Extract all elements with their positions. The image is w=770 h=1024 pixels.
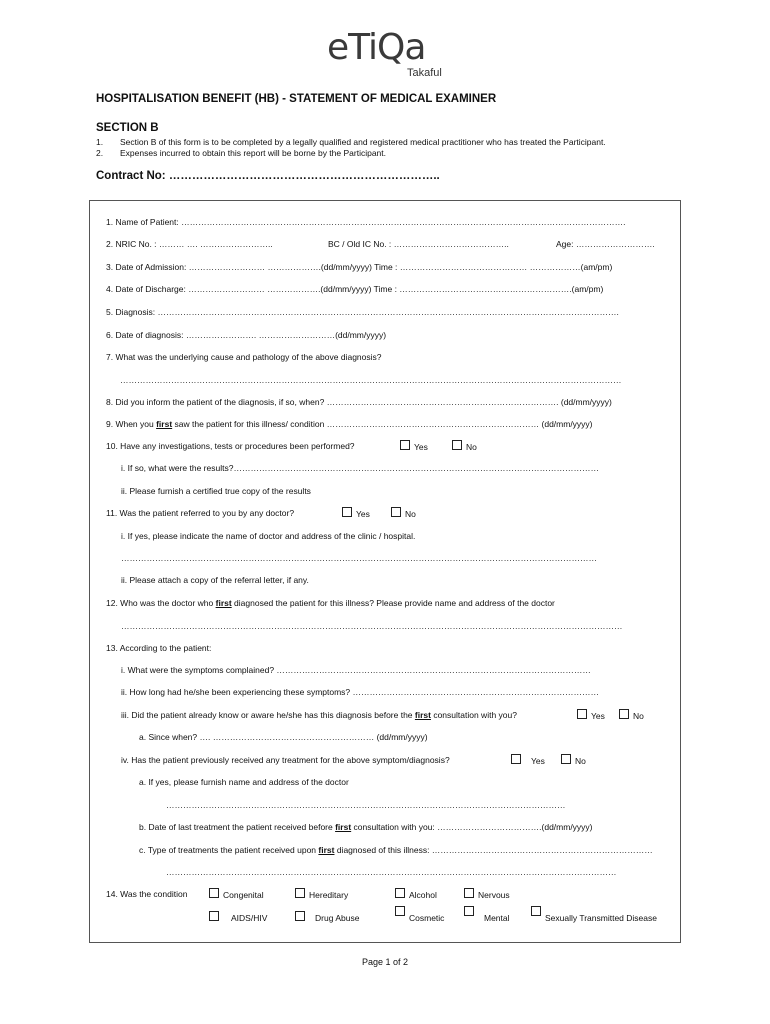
first-emphasis: first [156, 419, 173, 429]
q13iv-yes-option[interactable] [511, 754, 545, 767]
checkbox[interactable] [452, 440, 462, 450]
checkbox[interactable] [209, 888, 219, 898]
q13iv-b-text-end: consultation with you: ……………………………….(dd/mm/yyyy) [351, 822, 593, 832]
section-heading: SECTION B [96, 122, 159, 134]
age-field[interactable]: Age: ………………………. [556, 239, 655, 249]
condition-label: Nervous [478, 890, 510, 900]
q10-no-option[interactable] [452, 440, 477, 453]
note-number: 2. [96, 148, 104, 158]
q13iv-b-text: b. Date of last treatment the patient received before [139, 822, 336, 832]
checkbox[interactable] [295, 911, 305, 921]
date-of-discharge-field[interactable]: 4. Date of Discharge: ……………………… ……………….(dd/mm/yyyy) Time : …………………………………………………….(am/pm) [106, 284, 604, 294]
contract-no-field[interactable]: Contract No: …………………………………………………………….. [96, 170, 440, 182]
checkbox[interactable] [511, 754, 521, 764]
note-text: Section B of this form is to be completed by a legally qualified and registered medical practitioner who has treated the Participant. [120, 137, 606, 147]
note-2 [96, 148, 386, 158]
q7-answer-line[interactable]: …………………………………………………………………………………………………………………………………………………………… [120, 375, 622, 385]
first-emphasis: first [318, 845, 335, 855]
q12-text-end: diagnosed the patient for this illness? Please provide name and address of the doctor [231, 598, 555, 608]
date-of-admission-field[interactable]: 3. Date of Admission: ……………………… ……………….(dd/mm/yyyy) Time : ……………………………………… ………………(am/pm) [106, 262, 613, 272]
condition-aids-hiv[interactable] [209, 911, 267, 924]
checkbox[interactable] [391, 507, 401, 517]
q13iv-c-text: c. Type of treatments the patient received upon [139, 845, 319, 855]
q12-text: 12. Who was the doctor who [106, 598, 216, 608]
checkbox[interactable] [464, 888, 474, 898]
q11ii-label: ii. Please attach a copy of the referral letter, if any. [121, 575, 309, 585]
q7-label: 7. What was the underlying cause and pathology of the above diagnosis? [106, 352, 382, 362]
condition-label: Alcohol [409, 890, 437, 900]
q11i-label: i. If yes, please indicate the name of doctor and address of the clinic / hospital. [121, 531, 416, 541]
old-ic-field[interactable]: BC / Old IC No. : ………………………………….. [328, 239, 509, 249]
no-label: No [633, 711, 644, 721]
q11-yes-option[interactable] [342, 507, 370, 520]
q13ii-field[interactable]: ii. How long had he/she been experiencing these symptoms? …………………………………………………………………………… [121, 687, 600, 697]
condition-cosmetic[interactable] [395, 906, 445, 923]
yes-label: Yes [356, 509, 370, 519]
q13iv-c-answer-line[interactable]: …………………………………………………………………………………………………………………………………………… [166, 867, 617, 877]
note-text: Expenses incurred to obtain this report will be borne by the Participant. [120, 148, 387, 158]
q13iv-a-answer-line[interactable]: …………………………………………………………………………………………………………………………… [166, 800, 566, 810]
checkbox[interactable] [619, 709, 629, 719]
first-emphasis: first [335, 822, 352, 832]
q9-text-end: saw the patient for this illness/ condition ………………………………………………………………… (dd/mm/yyyy) [172, 419, 593, 429]
no-label: No [575, 756, 586, 766]
checkbox[interactable] [395, 888, 405, 898]
yes-label: Yes [531, 756, 545, 766]
q11-no-option[interactable] [391, 507, 416, 520]
checkbox[interactable] [561, 754, 571, 764]
q9-text: 9. When you [106, 419, 157, 429]
condition-label: Mental [484, 913, 510, 923]
checkbox[interactable] [400, 440, 410, 450]
q13iii-label [121, 710, 517, 721]
condition-label: AIDS/HIV [231, 913, 268, 923]
condition-congenital[interactable] [209, 888, 264, 901]
page-number: Page 1 of 2 [361, 957, 409, 967]
q11i-answer-line[interactable]: …………………………………………………………………………………………………………………………………………………… [121, 553, 597, 563]
q13iv-c-field[interactable] [139, 845, 653, 856]
first-emphasis: first [215, 598, 232, 608]
q10-yes-option[interactable] [400, 440, 428, 453]
q12-answer-line[interactable]: …………………………………………………………………………………………………………………………………………………………… [121, 621, 623, 631]
note-1 [96, 137, 606, 147]
q13iii-no-option[interactable] [619, 709, 644, 722]
q11-label: 11. Was the patient referred to you by any doctor? [106, 508, 295, 518]
condition-std[interactable] [531, 906, 657, 923]
checkbox[interactable] [531, 906, 541, 916]
yes-label: Yes [414, 442, 428, 452]
checkbox[interactable] [342, 507, 352, 517]
q13iv-c-text-end: diagnosed of this illness: …………………………………………………………………… [334, 845, 653, 855]
q8-field[interactable]: 8. Did you inform the patient of the diagnosis, if so, when? ………………………………………………………………………. (dd/mm/yyyy) [106, 397, 612, 407]
logo-wordmark: eTiQa [327, 27, 426, 68]
checkbox[interactable] [209, 911, 219, 921]
name-of-patient-field[interactable]: 1. Name of Patient: …………………………………………………………………………………………………………………………………………. [106, 217, 626, 227]
no-label: No [405, 509, 416, 519]
condition-label: Hereditary [309, 890, 349, 900]
since-when-field[interactable]: a. Since when? …. ………………………………………………… (dd/mm/yyyy) [139, 732, 428, 742]
q13iii-text-end: consultation with you? [430, 710, 517, 720]
q13iv-label: iv. Has the patient previously received any treatment for the above symptom/diagnosis? [121, 755, 450, 765]
q14-label: 14. Was the condition [106, 889, 188, 899]
no-label: No [466, 442, 477, 452]
condition-mental[interactable] [464, 906, 510, 923]
condition-hereditary[interactable] [295, 888, 348, 901]
checkbox[interactable] [295, 888, 305, 898]
checkbox[interactable] [395, 906, 405, 916]
q13-label: 13. According to the patient: [106, 643, 212, 653]
q13i-field[interactable]: i. What were the symptoms complained? ………………………………………………………………………………………………… [121, 665, 591, 675]
q10-label: 10. Have any investigations, tests or procedures been performed? [106, 441, 355, 451]
condition-alcohol[interactable] [395, 888, 437, 901]
nric-field[interactable]: 2. NRIC No. : ……… …. …………………….. [106, 239, 273, 249]
q13iv-a-label: a. If yes, please furnish name and address of the doctor [139, 777, 349, 787]
checkbox[interactable] [577, 709, 587, 719]
etiqa-logo [327, 28, 447, 83]
q9-field[interactable] [106, 419, 593, 430]
condition-label: Sexually Transmitted Disease [545, 913, 657, 923]
q13iv-no-option[interactable] [561, 754, 586, 767]
condition-label: Congenital [223, 890, 264, 900]
q13iv-b-field[interactable] [139, 822, 593, 833]
condition-nervous[interactable] [464, 888, 510, 901]
q13iii-text: iii. Did the patient already know or aware he/she has this diagnosis before the [121, 710, 415, 720]
q12-label [106, 598, 555, 609]
form-title: HOSPITALISATION BENEFIT (HB) - STATEMENT OF MEDICAL EXAMINER [96, 93, 497, 105]
first-emphasis: first [414, 710, 431, 720]
logo-subtitle: Takaful [407, 67, 442, 79]
condition-drug-abuse[interactable] [295, 911, 359, 924]
condition-label: Drug Abuse [315, 913, 360, 923]
checkbox[interactable] [464, 906, 474, 916]
q10i-field[interactable]: i. If so, what were the results?………………………………………………………………………………………………………………… [121, 463, 599, 473]
q10ii-label: ii. Please furnish a certified true copy of the results [121, 486, 311, 496]
q13iii-yes-option[interactable] [577, 709, 605, 722]
condition-label: Cosmetic [409, 913, 445, 923]
yes-label: Yes [591, 711, 605, 721]
diagnosis-field[interactable]: 5. Diagnosis: ………………………………………………………………………………………………………………………………………………. [106, 307, 619, 317]
date-of-diagnosis-field[interactable]: 6. Date of diagnosis: ……………………. ………………………(dd/mm/yyyy) [106, 330, 387, 340]
note-number: 1. [96, 137, 104, 147]
